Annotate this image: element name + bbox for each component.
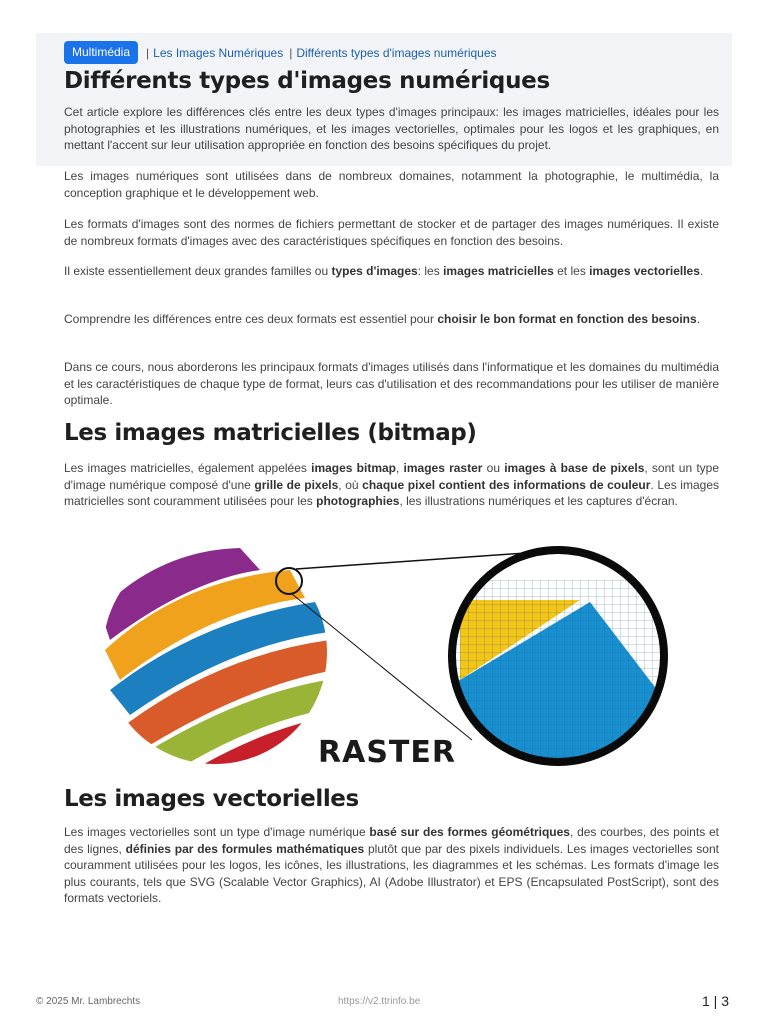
raster-description: Les images matricielles, également appelées images bitmap, images raster ou images à base de pixels, sont un type d'image numérique composé d'une grille de pixels, où chaque pixel contient des informations de couleur. Les images matricielles sont couramment utilisées pour les photographies, les illustrations numériques et les captures d'écran. [64, 461, 720, 508]
page-title: Différents types d'images numériques [64, 68, 550, 94]
heading-raster: Les images matricielles (bitmap) [64, 420, 477, 446]
vector-description: Les images vectorielles sont un type d'image numérique basé sur des formes géométriques, des courbes, des points et des lignes, définies par des formules mathématiques plutôt que par des pixels individuels. Les images vectorielles sont couramment utilisées pour les logos, les icônes, les illustrations, les diagrammes et les schémas. Les formats d'image les plus courants, tels que SVG (Scalable Vector Graphics), AI (Adobe Illustrator) et EPS (Encapsulated PostScript), sont des formats vectoriels. [64, 825, 719, 905]
raster-label: RASTER [318, 735, 456, 770]
page-number: 1 | 3 [702, 993, 729, 1009]
paragraph-2: Les formats d'images sont des normes de fichiers permettant de stocker et de partager des images numériques. Il existe de nombreux formats d'images avec des caractéristiques spécifiques en fonction des besoins. [64, 217, 719, 248]
breadcrumb [64, 41, 497, 64]
footer-url-link[interactable]: https://v2.ttrinfo.be [338, 996, 421, 1007]
pixel-zoom-view [440, 540, 680, 772]
category-badge[interactable]: Multimédia [64, 41, 138, 64]
heading-vector: Les images vectorielles [64, 786, 359, 812]
article-intro: Cet article explore les différences clés entre les deux types d'images principaux: les images matricielles, idéales pour les photographies et les illustrations numériques, et les images vectorielles, optimales pour les logos et les graphiques, en mettant l'accent sur leur utilisation appropriée en fonction des besoins spécifiques du projet. [64, 105, 719, 152]
breadcrumb-link-images-numeriques[interactable]: Les Images Numériques [153, 45, 284, 60]
paragraph-1: Les images numériques sont utilisées dans de nombreux domaines, notamment la photographie, le multimédia, la conception graphique et le développement web. [64, 169, 719, 200]
paragraph-5: Dans ce cours, nous aborderons les principaux formats d'images utilisés dans l'informatique et les domaines du multimédia et les caractéristiques de chaque type de format, leurs cas d'utilisation et des recommandations pour les utiliser de manière optimale. [64, 360, 719, 407]
raster-illustration [100, 540, 680, 772]
breadcrumb-separator: | [146, 45, 150, 60]
footer-copyright: © 2025 Mr. Lambrechts [36, 996, 141, 1007]
breadcrumb-separator: | [289, 45, 293, 60]
paragraph-4: Comprendre les différences entre ces deux formats est essentiel pour choisir le bon format en fonction des besoins. [64, 312, 701, 326]
breadcrumb-link-current[interactable]: Différents types d'images numériques [296, 45, 497, 60]
raster-sphere-logo [100, 548, 340, 772]
paragraph-3: Il existe essentiellement deux grandes familles ou types d'images: les images matricielles et les images vectorielles. [64, 264, 704, 278]
